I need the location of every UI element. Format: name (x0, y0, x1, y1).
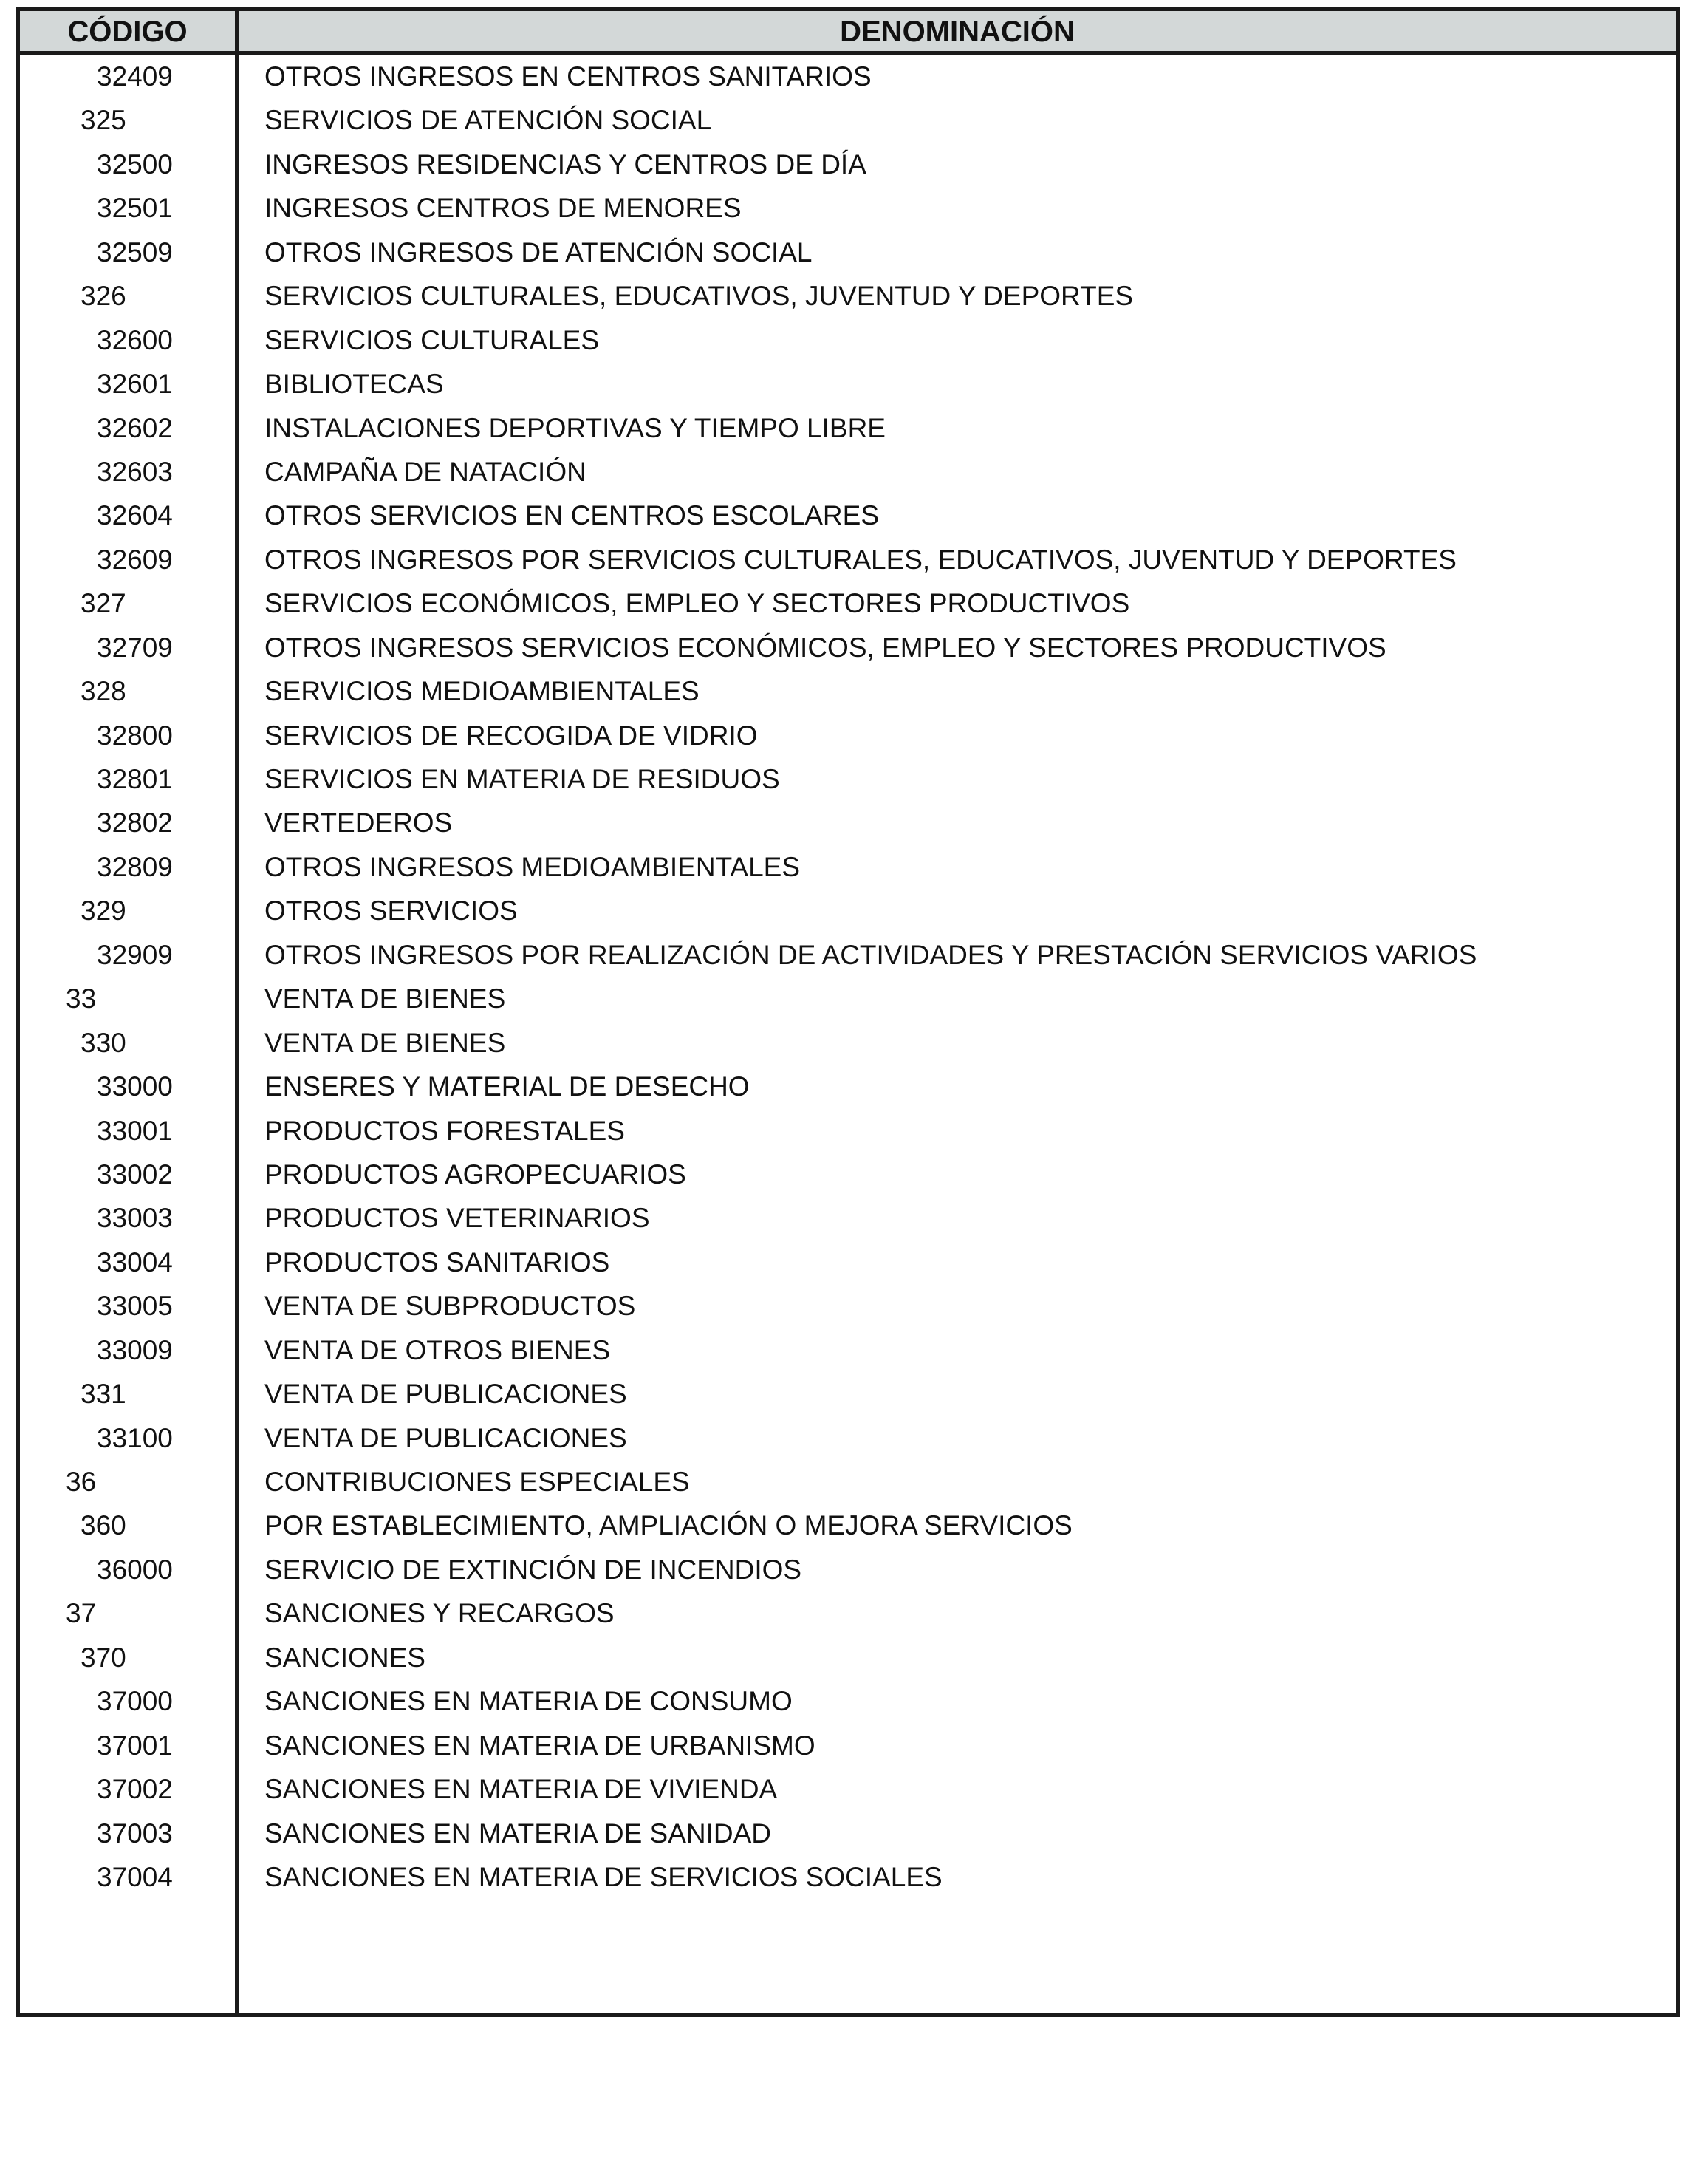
row-denominacion: OTROS INGRESOS POR REALIZACIÓN DE ACTIVIDADES Y PRESTACIÓN SERVICIOS VARIOS (264, 939, 1477, 970)
row-denominacion: OTROS INGRESOS SERVICIOS ECONÓMICOS, EMPLEO Y SECTORES PRODUCTIVOS (264, 632, 1386, 663)
row-code: 32602 (97, 412, 173, 443)
row-code: 325 (81, 105, 126, 136)
table-row (20, 1372, 1676, 1416)
table-row (20, 55, 1676, 98)
table-row (20, 274, 1676, 318)
table-row (20, 1504, 1676, 1547)
row-denominacion: SERVICIO DE EXTINCIÓN DE INCENDIOS (264, 1554, 802, 1585)
table-row (20, 714, 1676, 757)
row-denominacion: VENTA DE BIENES (264, 1027, 506, 1058)
table-row (20, 1065, 1676, 1108)
row-denominacion: SERVICIOS CULTURALES (264, 324, 600, 355)
row-denominacion: VERTEDEROS (264, 808, 453, 839)
row-code: 32603 (97, 456, 173, 487)
table-row (20, 669, 1676, 713)
table-row (20, 231, 1676, 274)
table-row (20, 977, 1676, 1020)
table-row (20, 494, 1676, 537)
row-code: 36000 (97, 1554, 173, 1585)
table-row (20, 933, 1676, 977)
row-denominacion: SERVICIOS ECONÓMICOS, EMPLEO Y SECTORES PRODUCTIVOS (264, 588, 1130, 619)
table-row (20, 98, 1676, 142)
row-code: 360 (81, 1510, 126, 1541)
row-denominacion: SANCIONES EN MATERIA DE SANIDAD (264, 1818, 771, 1849)
table-row (20, 1196, 1676, 1240)
table-row (20, 362, 1676, 406)
table-row (20, 1416, 1676, 1460)
row-code: 32509 (97, 236, 173, 267)
header-codigo: CÓDIGO (67, 16, 188, 48)
row-denominacion: VENTA DE BIENES (264, 983, 506, 1014)
row-denominacion: OTROS SERVICIOS EN CENTROS ESCOLARES (264, 500, 879, 531)
row-code: 37 (66, 1598, 97, 1629)
row-code: 32409 (97, 61, 173, 92)
row-denominacion: POR ESTABLECIMIENTO, AMPLIACIÓN O MEJORA SERVICIOS (264, 1510, 1073, 1541)
row-denominacion: SERVICIOS DE ATENCIÓN SOCIAL (264, 105, 712, 136)
row-denominacion: VENTA DE OTROS BIENES (264, 1334, 611, 1365)
table-row (20, 757, 1676, 801)
row-denominacion: INGRESOS RESIDENCIAS Y CENTROS DE DÍA (264, 149, 866, 180)
table-row (20, 186, 1676, 230)
row-code: 37000 (97, 1686, 173, 1717)
row-denominacion: SANCIONES (264, 1642, 425, 1673)
row-denominacion: OTROS SERVICIOS (264, 895, 518, 927)
row-denominacion: INSTALACIONES DEPORTIVAS Y TIEMPO LIBRE (264, 412, 886, 443)
row-code: 330 (81, 1027, 126, 1058)
row-code: 32601 (97, 369, 173, 400)
row-code: 33 (66, 983, 97, 1014)
row-denominacion: SERVICIOS MEDIOAMBIENTALES (264, 676, 700, 707)
row-code: 331 (81, 1379, 126, 1410)
row-denominacion: PRODUCTOS FORESTALES (264, 1115, 625, 1146)
row-denominacion: SANCIONES Y RECARGOS (264, 1598, 615, 1629)
row-code: 33100 (97, 1422, 173, 1453)
row-denominacion: SANCIONES EN MATERIA DE VIVIENDA (264, 1774, 778, 1805)
row-code: 328 (81, 676, 126, 707)
row-code: 32809 (97, 851, 173, 882)
table-body (20, 55, 1676, 1899)
row-denominacion: OTROS INGRESOS EN CENTROS SANITARIOS (264, 61, 872, 92)
row-code: 370 (81, 1642, 126, 1673)
row-denominacion: VENTA DE PUBLICACIONES (264, 1379, 627, 1410)
table-row (20, 1767, 1676, 1811)
table-row (20, 1021, 1676, 1065)
table-row (20, 1153, 1676, 1196)
table-header (20, 11, 1676, 55)
table-row (20, 143, 1676, 186)
row-denominacion: INGRESOS CENTROS DE MENORES (264, 193, 742, 224)
row-code: 37004 (97, 1861, 173, 1892)
table-row (20, 845, 1676, 889)
row-code: 37002 (97, 1774, 173, 1805)
row-denominacion: OTROS INGRESOS MEDIOAMBIENTALES (264, 851, 801, 882)
row-code: 32600 (97, 324, 173, 355)
row-denominacion: SERVICIOS DE RECOGIDA DE VIDRIO (264, 720, 758, 751)
row-code: 329 (81, 895, 126, 927)
row-denominacion: PRODUCTOS SANITARIOS (264, 1246, 610, 1277)
table-row (20, 889, 1676, 932)
row-code: 32709 (97, 632, 173, 663)
table-row (20, 1724, 1676, 1767)
row-code: 32604 (97, 500, 173, 531)
row-code: 33001 (97, 1115, 173, 1146)
row-denominacion: PRODUCTOS VETERINARIOS (264, 1203, 650, 1234)
row-code: 33003 (97, 1203, 173, 1234)
row-denominacion: CONTRIBUCIONES ESPECIALES (264, 1467, 690, 1497)
table-row (20, 581, 1676, 625)
row-denominacion: PRODUCTOS AGROPECUARIOS (264, 1158, 686, 1190)
row-denominacion: VENTA DE PUBLICACIONES (264, 1422, 627, 1453)
row-code: 37003 (97, 1818, 173, 1849)
row-code: 32609 (97, 544, 173, 575)
table-row (20, 1855, 1676, 1899)
row-code: 32800 (97, 720, 173, 751)
table-row (20, 538, 1676, 581)
row-code: 33000 (97, 1071, 173, 1102)
row-code: 33009 (97, 1334, 173, 1365)
table-row (20, 1328, 1676, 1372)
table-row (20, 1109, 1676, 1153)
table-row (20, 1548, 1676, 1591)
row-code: 326 (81, 281, 126, 312)
row-denominacion: ENSERES Y MATERIAL DE DESECHO (264, 1071, 750, 1102)
table-row (20, 1636, 1676, 1679)
row-denominacion: BIBLIOTECAS (264, 369, 444, 400)
row-denominacion: SANCIONES EN MATERIA DE SERVICIOS SOCIALES (264, 1861, 943, 1892)
row-denominacion: SANCIONES EN MATERIA DE URBANISMO (264, 1730, 815, 1761)
row-denominacion: CAMPAÑA DE NATACIÓN (264, 456, 586, 487)
row-code: 32909 (97, 939, 173, 970)
table-row (20, 1812, 1676, 1855)
row-code: 36 (66, 1467, 97, 1497)
table-row (20, 801, 1676, 844)
row-code: 33004 (97, 1246, 173, 1277)
row-code: 33005 (97, 1291, 173, 1322)
table-row (20, 1284, 1676, 1328)
row-denominacion: SERVICIOS CULTURALES, EDUCATIVOS, JUVENTUD Y DEPORTES (264, 281, 1134, 312)
row-denominacion: SERVICIOS EN MATERIA DE RESIDUOS (264, 764, 780, 794)
income-classification-table (16, 7, 1680, 2017)
row-code: 37001 (97, 1730, 173, 1761)
table-row (20, 406, 1676, 450)
row-code: 327 (81, 588, 126, 619)
row-denominacion: OTROS INGRESOS POR SERVICIOS CULTURALES, EDUCATIVOS, JUVENTUD Y DEPORTES (264, 544, 1457, 575)
row-code: 32501 (97, 193, 173, 224)
row-denominacion: SANCIONES EN MATERIA DE CONSUMO (264, 1686, 793, 1717)
table-row (20, 1241, 1676, 1284)
row-code: 32801 (97, 764, 173, 794)
table-row (20, 1591, 1676, 1635)
table-row (20, 450, 1676, 494)
table-row (20, 626, 1676, 669)
table-row (20, 1679, 1676, 1723)
row-denominacion: OTROS INGRESOS DE ATENCIÓN SOCIAL (264, 236, 813, 267)
header-denominacion: DENOMINACIÓN (840, 16, 1075, 48)
row-code: 32802 (97, 808, 173, 839)
row-denominacion: VENTA DE SUBPRODUCTOS (264, 1291, 636, 1322)
table-row (20, 318, 1676, 362)
table-row (20, 1460, 1676, 1504)
row-code: 33002 (97, 1158, 173, 1190)
row-code: 32500 (97, 149, 173, 180)
